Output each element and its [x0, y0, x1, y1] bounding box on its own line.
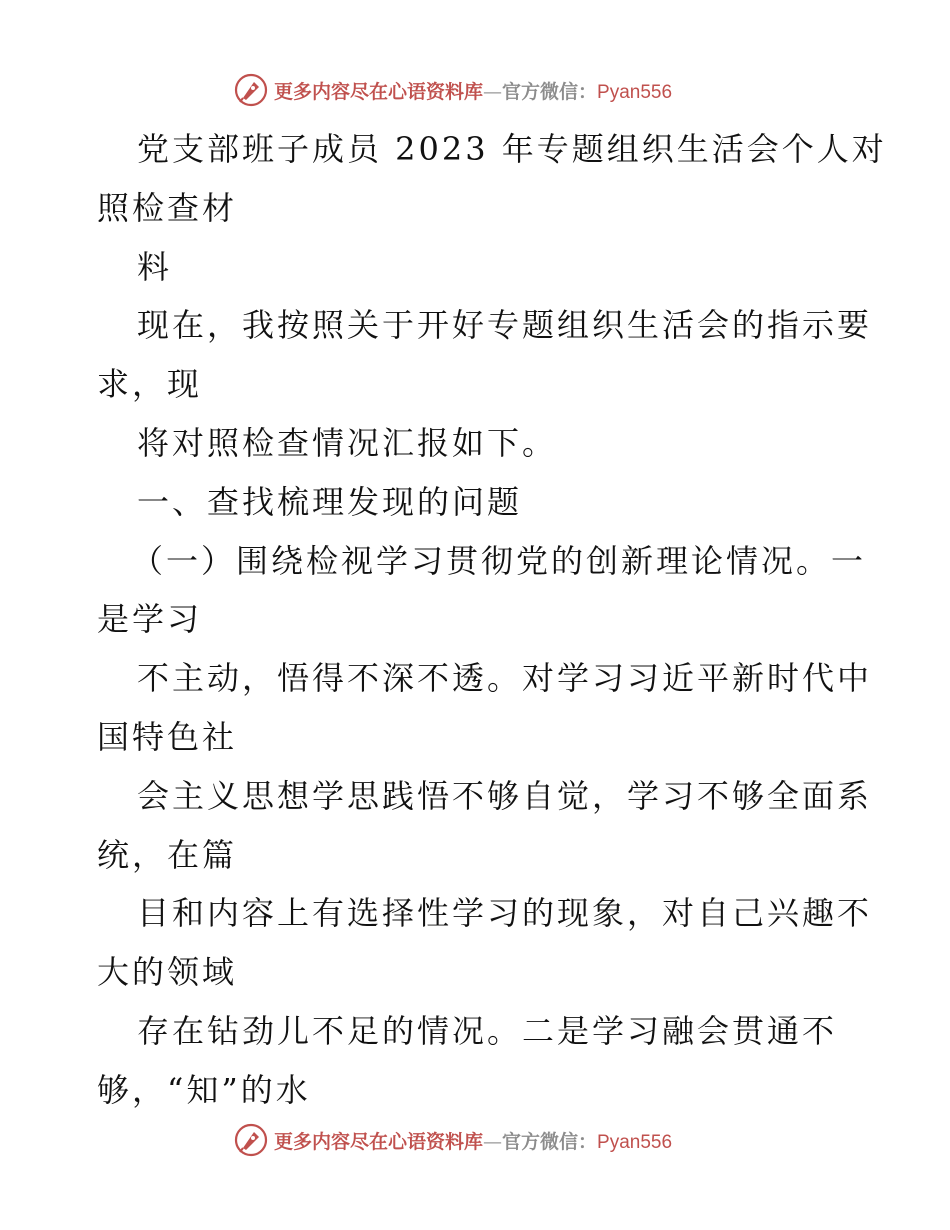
title-line-3: 料 [137, 247, 173, 286]
watermark-wechat-id: Pyan556 [597, 81, 673, 103]
paragraph-line: 现在，我按照关于开好专题组织生活会的指示要 [137, 306, 873, 345]
pen-nib-logo-icon [234, 1123, 268, 1157]
watermark-wechat-label: 官方微信： [502, 1130, 598, 1153]
paragraph-line: 将对照检查情况汇报如下。 [137, 423, 558, 462]
paragraph-line: 统，在篇 [97, 835, 238, 874]
watermark-wechat-label: 官方微信： [502, 80, 598, 103]
paragraph-line: 存在钻劲儿不足的情况。二是学习融会贯通不 [137, 1011, 838, 1050]
pen-nib-logo-icon [234, 73, 268, 107]
header-watermark [234, 72, 714, 108]
paragraph-line: 会主义思想学思践悟不够自觉，学习不够全面系 [137, 776, 873, 815]
paragraph-line: 够，“知”的水 [97, 1070, 311, 1109]
section-heading: 一、查找梳理发现的问题 [137, 482, 523, 521]
paragraph-line: 国特色社 [97, 717, 238, 756]
title-line-1: 党支部班子成员 2023 年专题组织生活会个人对 [137, 130, 887, 168]
document-body [97, 120, 887, 1120]
watermark-text: 更多内容尽在心语资料库 [274, 80, 484, 103]
watermark-text: 更多内容尽在心语资料库 [274, 1130, 484, 1153]
paragraph-line: 求，现 [97, 365, 203, 404]
paragraph-line: 大的领域 [97, 953, 238, 992]
paragraph-line: 是学习 [97, 600, 203, 639]
watermark-dash: — [483, 80, 503, 103]
paragraph-line: 目和内容上有选择性学习的现象，对自己兴趣不 [137, 894, 873, 933]
paragraph-line: （一）围绕检视学习贯彻党的创新理论情况。一 [131, 541, 867, 580]
watermark-wechat-id: Pyan556 [597, 1131, 673, 1153]
title-line-2: 照检查材 [97, 188, 238, 227]
paragraph-line: 不主动，悟得不深不透。对学习习近平新时代中 [137, 659, 873, 698]
watermark-dash: — [483, 1130, 503, 1153]
footer-watermark [234, 1122, 714, 1158]
